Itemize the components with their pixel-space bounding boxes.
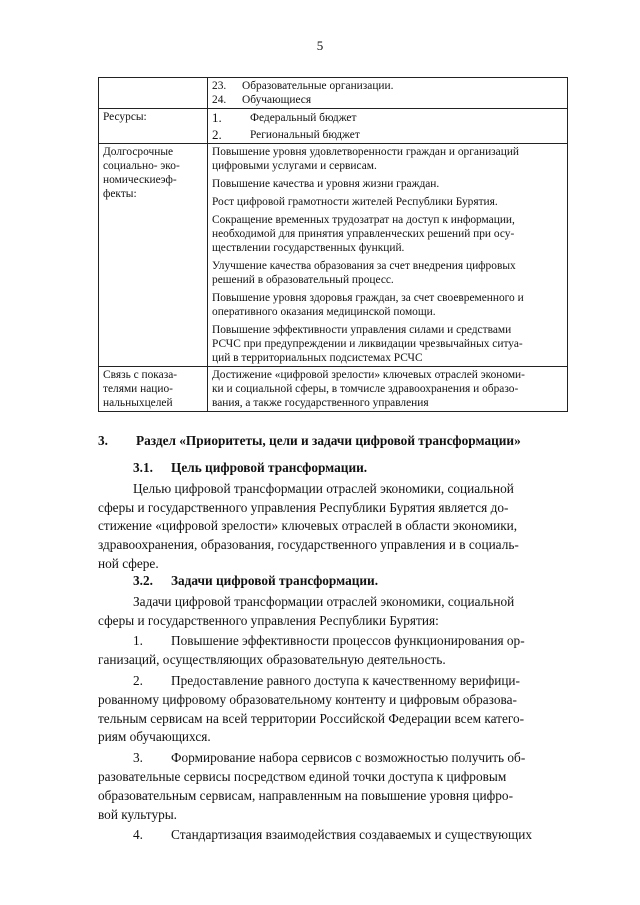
resources-label: Ресурсы: — [99, 109, 208, 144]
list-item: Повышение эффективности управления силами и средствами РСЧС при предупреждении и ликвидации чрезвычайных ситуа- ций в территориальных подсистемах РСЧС — [212, 324, 523, 364]
task-item-3: 3. Формирование набора сервисов с возможностью получить об- разовательные сервисы посредством единой точки доступа к цифровым образовательным сервисам, направленным на повышение уровня цифро- вой культуры. — [98, 750, 526, 822]
list-item: Рост цифровой грамотности жителей Республики Бурятия. — [212, 196, 498, 208]
list-item: Повышение качества и уровня жизни граждан. — [212, 178, 440, 190]
table-cell-continued-list — [208, 78, 568, 109]
section-3-1-text: Целью цифровой трансформации отраслей экономики, социальной сферы и государственного управления Республики Бурятия является до- стижение «цифровой зрелости» ключевых отраслей в области экономики, здравоохранения, образования, государственного управления и в социаль- ной сфере. — [98, 480, 519, 571]
table-row — [99, 78, 568, 109]
table-row — [99, 367, 568, 412]
page-number: 5 — [316, 38, 324, 53]
section-3-1-heading: 3.1. Цель цифровой трансформации. — [133, 460, 368, 475]
passport-table — [98, 77, 568, 412]
link-text: Достижение «цифровой зрелости» ключевых отраслей экономи- ки и социальной сферы, в томчисле здравоохранения и образо- вания, а также государственного управления — [208, 367, 568, 412]
effects-list — [208, 144, 568, 367]
link-label: Связь с показа- телями нацио- нальныхцелей — [99, 367, 208, 412]
section-3-1 — [98, 459, 578, 574]
table-row — [99, 144, 568, 367]
task-item-4: 4. Стандартизация взаимодействия создаваемых и существующих — [133, 827, 533, 843]
section-3-2 — [98, 572, 578, 845]
effects-label: Долгосрочные социально- эко- номическиеэф- фекты: — [99, 144, 208, 367]
task-item-2: 2. Предоставление равного доступа к качественному верифици- рованному цифровому образовательному контенту и цифровым образова- тельным сервисам на всей территории Российской Федерации всем катего- риям обучающихся. — [98, 672, 525, 745]
list-item: 24. Обучающиеся — [212, 94, 312, 106]
section-3-2-heading: 3.2. Задачи цифровой трансформации. — [133, 573, 379, 588]
list-item: 1. Федеральный бюджет — [212, 110, 357, 125]
list-item: Сокращение временных трудозатрат на доступ к информации, необходимой для принятия управленческих решений при осу- ществлении государственных функций. — [212, 214, 515, 254]
resources-list — [208, 109, 568, 144]
list-item: Повышение уровня здоровья граждан, за счет своевременного и оперативного оказания медицинской помощи. — [212, 292, 524, 318]
section-3-heading: 3. Раздел «Приоритеты, цели и задачи цифровой трансформации» — [98, 433, 521, 448]
list-item: Улучшение качества образования за счет внедрения цифровых решений в образовательный процесс. — [212, 260, 516, 286]
table-cell-empty — [99, 78, 208, 109]
list-item: 23. Образовательные организации. — [212, 80, 394, 92]
table-row — [99, 109, 568, 144]
list-item: 2. Региональный бюджет — [212, 127, 360, 142]
list-item: Повышение уровня удовлетворенности граждан и организаций цифровыми услугами и сервисам. — [212, 146, 520, 172]
section-3-2-intro: Задачи цифровой трансформации отраслей экономики, социальной сферы и государственного управления Республики Бурятия: — [98, 593, 515, 628]
task-item-1: 1. Повышение эффективности процессов функционирования ор- ганизаций, осуществляющих образовательную деятельность. — [98, 633, 525, 668]
